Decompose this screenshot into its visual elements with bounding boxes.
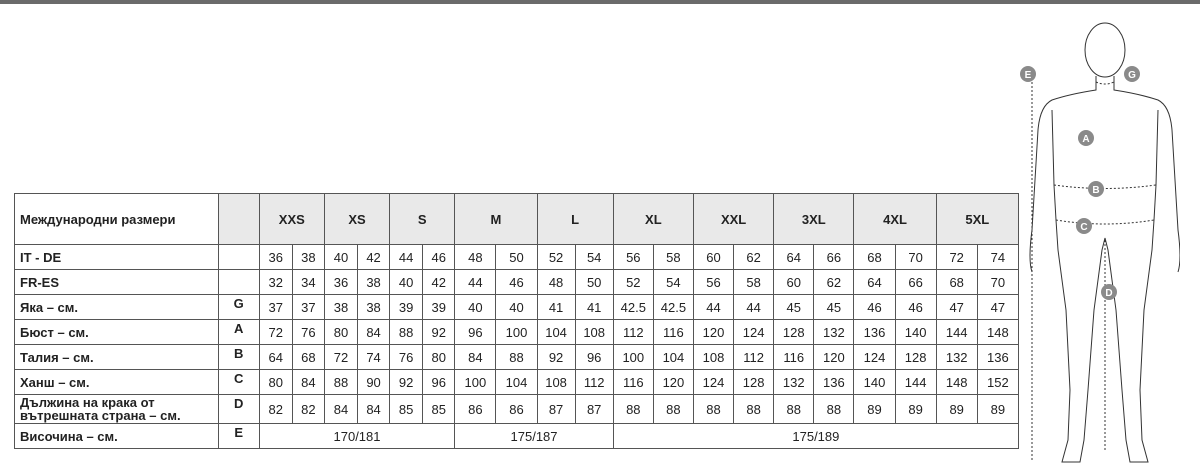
value-cell: 62 (814, 270, 854, 295)
body-measurement-figure (1010, 10, 1180, 470)
value-cell: 38 (324, 295, 357, 320)
value-cell: 56 (693, 270, 733, 295)
value-cell: 104 (537, 320, 575, 345)
value-cell: 89 (977, 395, 1018, 424)
value-cell: 88 (390, 320, 423, 345)
body-outline (1030, 23, 1180, 462)
measurement-row (15, 270, 1019, 295)
value-cell: 48 (537, 270, 575, 295)
value-cell: 100 (496, 320, 537, 345)
row-code: C (218, 370, 259, 395)
value-cell: 84 (358, 395, 390, 424)
measurement-row (15, 395, 1019, 424)
value-cell: 62 (734, 245, 774, 270)
value-cell: 76 (292, 320, 324, 345)
value-cell: 86 (496, 395, 537, 424)
value-cell: 64 (259, 345, 292, 370)
marker-a-icon (1078, 130, 1094, 146)
value-cell: 120 (693, 320, 733, 345)
value-cell: 144 (936, 320, 977, 345)
height-row (15, 424, 1019, 449)
value-cell: 46 (895, 295, 936, 320)
value-cell: 64 (854, 270, 895, 295)
value-cell: 82 (292, 395, 324, 424)
marker-e-icon (1020, 66, 1036, 82)
value-cell: 128 (895, 345, 936, 370)
value-cell: 85 (423, 395, 455, 424)
code-header-cell (218, 194, 259, 245)
value-cell: 88 (774, 395, 814, 424)
value-cell: 92 (390, 370, 423, 395)
value-cell: 58 (734, 270, 774, 295)
value-cell: 88 (693, 395, 733, 424)
value-cell: 124 (693, 370, 733, 395)
value-cell: 128 (734, 370, 774, 395)
svg-text:D: D (1105, 288, 1113, 299)
value-cell: 44 (455, 270, 496, 295)
value-cell: 116 (774, 345, 814, 370)
value-cell: 40 (496, 295, 537, 320)
value-cell: 124 (734, 320, 774, 345)
row-code: G (218, 295, 259, 320)
value-cell: 50 (496, 245, 537, 270)
value-cell: 116 (653, 320, 693, 345)
value-cell: 32 (259, 270, 292, 295)
value-cell: 58 (653, 245, 693, 270)
value-cell: 108 (693, 345, 733, 370)
value-cell: 132 (814, 320, 854, 345)
value-cell: 74 (358, 345, 390, 370)
value-cell: 46 (854, 295, 895, 320)
value-cell: 40 (455, 295, 496, 320)
value-cell: 70 (977, 270, 1018, 295)
value-cell: 112 (734, 345, 774, 370)
value-cell: 34 (292, 270, 324, 295)
value-cell: 68 (854, 245, 895, 270)
value-cell: 80 (259, 370, 292, 395)
size-header-xxs: XXS (259, 194, 324, 245)
row-label: Яка – см. (15, 295, 219, 320)
value-cell: 46 (423, 245, 455, 270)
measurement-markers (1020, 66, 1140, 300)
value-cell: 96 (455, 320, 496, 345)
value-cell: 36 (259, 245, 292, 270)
value-cell: 100 (455, 370, 496, 395)
value-cell: 148 (936, 370, 977, 395)
value-cell: 52 (537, 245, 575, 270)
size-chart-table (14, 193, 1019, 449)
value-cell: 124 (854, 345, 895, 370)
value-cell: 108 (537, 370, 575, 395)
value-cell: 38 (358, 270, 390, 295)
value-cell: 80 (324, 320, 357, 345)
value-cell: 136 (814, 370, 854, 395)
value-cell: 60 (774, 270, 814, 295)
value-cell: 116 (613, 370, 653, 395)
row-label: Ханш – см. (15, 370, 219, 395)
marker-b-icon (1088, 181, 1104, 197)
value-cell: 44 (693, 295, 733, 320)
value-cell: 47 (977, 295, 1018, 320)
value-cell: 54 (575, 245, 613, 270)
value-cell: 68 (292, 345, 324, 370)
value-cell: 60 (693, 245, 733, 270)
value-cell: 42.5 (613, 295, 653, 320)
measurement-row (15, 320, 1019, 345)
value-cell: 88 (613, 395, 653, 424)
value-cell: 140 (854, 370, 895, 395)
marker-d-icon (1101, 284, 1117, 300)
value-cell: 89 (895, 395, 936, 424)
value-cell: 38 (292, 245, 324, 270)
international-sizes-label: Международни размери (15, 194, 219, 245)
row-code (218, 245, 259, 270)
value-cell: 144 (895, 370, 936, 395)
value-cell: 39 (390, 295, 423, 320)
svg-text:E: E (1024, 70, 1032, 81)
row-code (218, 270, 259, 295)
height-code: E (218, 424, 259, 449)
value-cell: 72 (259, 320, 292, 345)
value-cell: 66 (814, 245, 854, 270)
value-cell: 48 (455, 245, 496, 270)
value-cell: 70 (895, 245, 936, 270)
marker-c-icon (1076, 218, 1092, 234)
value-cell: 87 (575, 395, 613, 424)
value-cell: 104 (653, 345, 693, 370)
size-header-xl: XL (613, 194, 693, 245)
value-cell: 88 (496, 345, 537, 370)
value-cell: 41 (575, 295, 613, 320)
value-cell: 140 (895, 320, 936, 345)
value-cell: 136 (854, 320, 895, 345)
value-cell: 66 (895, 270, 936, 295)
value-cell: 54 (653, 270, 693, 295)
value-cell: 82 (259, 395, 292, 424)
value-cell: 120 (814, 345, 854, 370)
row-label: Бюст – см. (15, 320, 219, 345)
value-cell: 85 (390, 395, 423, 424)
value-cell: 84 (292, 370, 324, 395)
value-cell: 45 (774, 295, 814, 320)
measurement-row (15, 245, 1019, 270)
value-cell: 42.5 (653, 295, 693, 320)
value-cell: 46 (496, 270, 537, 295)
value-cell: 88 (814, 395, 854, 424)
value-cell: 96 (423, 370, 455, 395)
size-header-5xl: 5XL (936, 194, 1018, 245)
size-header-3xl: 3XL (774, 194, 854, 245)
value-cell: 74 (977, 245, 1018, 270)
value-cell: 92 (423, 320, 455, 345)
value-cell: 112 (613, 320, 653, 345)
value-cell: 41 (537, 295, 575, 320)
value-cell: 120 (653, 370, 693, 395)
value-cell: 84 (358, 320, 390, 345)
height-group-2: 175/187 (455, 424, 613, 449)
value-cell: 56 (613, 245, 653, 270)
size-header-xxl: XXL (693, 194, 773, 245)
value-cell: 45 (814, 295, 854, 320)
row-label: FR-ES (15, 270, 219, 295)
size-header-4xl: 4XL (854, 194, 936, 245)
value-cell: 92 (537, 345, 575, 370)
value-cell: 128 (774, 320, 814, 345)
svg-text:C: C (1080, 222, 1088, 233)
value-cell: 87 (537, 395, 575, 424)
measurement-row (15, 345, 1019, 370)
value-cell: 88 (653, 395, 693, 424)
size-header-s: S (390, 194, 455, 245)
row-code: D (218, 395, 259, 424)
value-cell: 86 (455, 395, 496, 424)
row-label: Талия – см. (15, 345, 219, 370)
measurement-row (15, 295, 1019, 320)
height-group-3: 175/189 (613, 424, 1018, 449)
size-header-row (15, 194, 1019, 245)
value-cell: 89 (936, 395, 977, 424)
value-cell: 112 (575, 370, 613, 395)
value-cell: 37 (292, 295, 324, 320)
height-group-1: 170/181 (259, 424, 455, 449)
value-cell: 148 (977, 320, 1018, 345)
value-cell: 40 (324, 245, 357, 270)
value-cell: 40 (390, 270, 423, 295)
marker-g-icon (1124, 66, 1140, 82)
height-label: Височина – см. (15, 424, 219, 449)
value-cell: 50 (575, 270, 613, 295)
value-cell: 38 (358, 295, 390, 320)
value-cell: 96 (575, 345, 613, 370)
value-cell: 88 (734, 395, 774, 424)
value-cell: 84 (455, 345, 496, 370)
value-cell: 136 (977, 345, 1018, 370)
row-label: Дължина на крака от вътрешната страна – см. (15, 395, 219, 424)
value-cell: 52 (613, 270, 653, 295)
value-cell: 152 (977, 370, 1018, 395)
row-code: A (218, 320, 259, 345)
value-cell: 88 (324, 370, 357, 395)
value-cell: 42 (358, 245, 390, 270)
value-cell: 68 (936, 270, 977, 295)
svg-text:B: B (1092, 185, 1100, 196)
size-header-xs: XS (324, 194, 389, 245)
value-cell: 37 (259, 295, 292, 320)
value-cell: 39 (423, 295, 455, 320)
value-cell: 64 (774, 245, 814, 270)
svg-text:A: A (1082, 134, 1090, 145)
value-cell: 90 (358, 370, 390, 395)
size-header-m: M (455, 194, 537, 245)
row-label: IT - DE (15, 245, 219, 270)
value-cell: 47 (936, 295, 977, 320)
value-cell: 72 (936, 245, 977, 270)
value-cell: 44 (734, 295, 774, 320)
value-cell: 72 (324, 345, 357, 370)
svg-text:G: G (1128, 70, 1136, 81)
value-cell: 132 (774, 370, 814, 395)
value-cell: 84 (324, 395, 357, 424)
size-header-l: L (537, 194, 613, 245)
value-cell: 104 (496, 370, 537, 395)
value-cell: 132 (936, 345, 977, 370)
value-cell: 100 (613, 345, 653, 370)
top-bar (0, 0, 1200, 4)
row-code: B (218, 345, 259, 370)
value-cell: 42 (423, 270, 455, 295)
value-cell: 36 (324, 270, 357, 295)
measurement-row (15, 370, 1019, 395)
value-cell: 80 (423, 345, 455, 370)
value-cell: 76 (390, 345, 423, 370)
value-cell: 89 (854, 395, 895, 424)
value-cell: 108 (575, 320, 613, 345)
value-cell: 44 (390, 245, 423, 270)
